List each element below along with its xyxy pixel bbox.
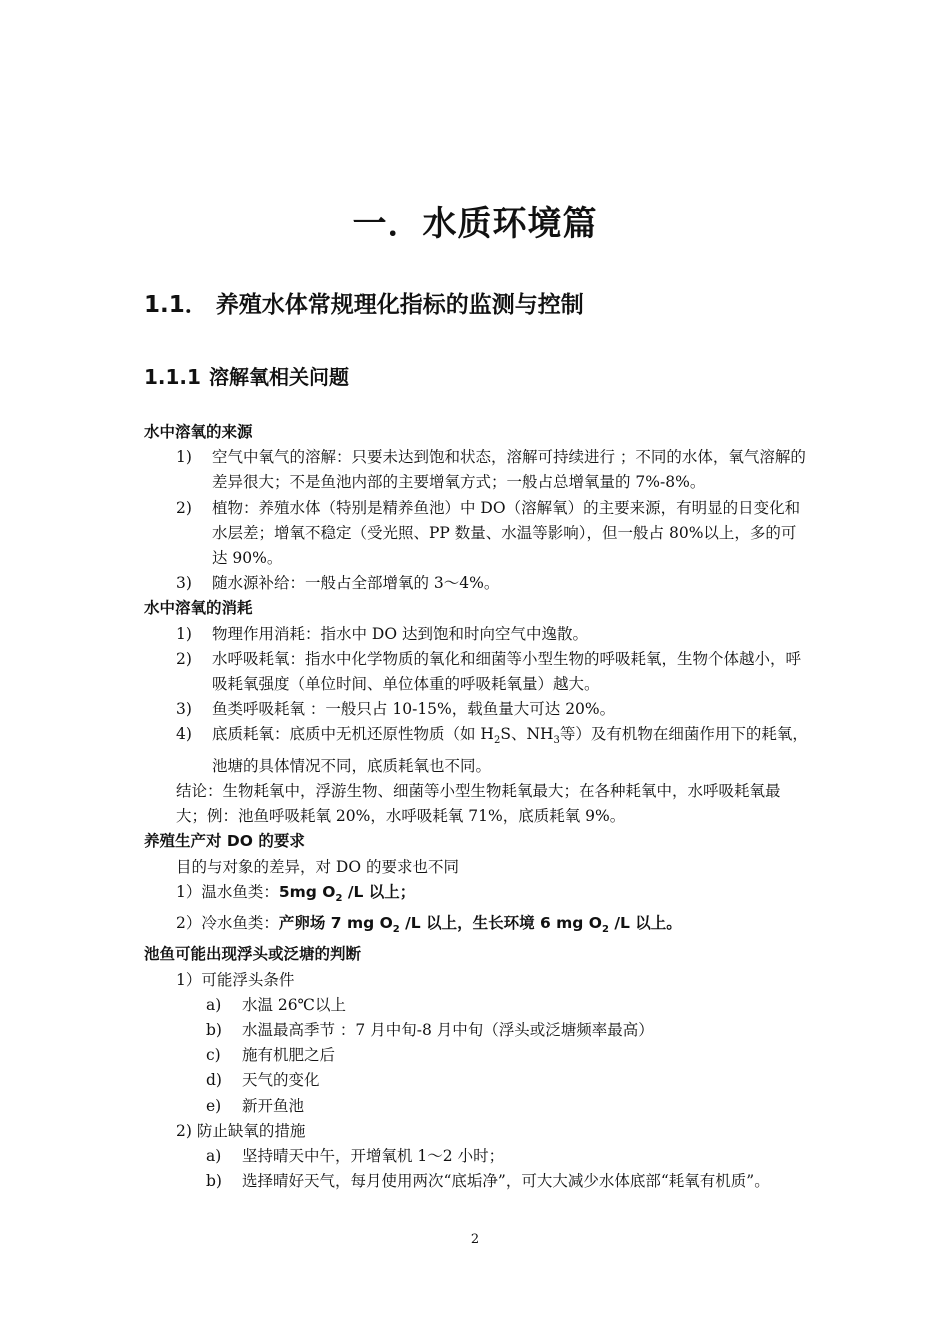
list-item	[144, 1094, 808, 1119]
subsection-number: 1.1.1	[144, 365, 201, 389]
list-text: 随水源补给：一般占全部增氧的 3～4%。	[212, 574, 500, 593]
list-text: 水温最高季节 ：7 月中旬-8 月中旬（浮头或泛塘频率最高）	[242, 1020, 654, 1039]
list-item	[144, 1169, 808, 1194]
sources-heading: 水中溶氧的来源	[144, 423, 253, 441]
list-text: 施有机肥之后	[242, 1046, 336, 1065]
list-marker: 1)	[176, 624, 192, 643]
conditions-heading: 1）可能浮头条件	[176, 970, 295, 989]
list-item	[144, 1043, 808, 1068]
consumption-heading: 水中溶氧的消耗	[144, 599, 253, 618]
list-text: 物理作用消耗：指水中 DO 达到饱和时向空气中逸散。	[212, 624, 588, 643]
document-body	[144, 420, 808, 1194]
list-marker: 2)	[176, 498, 192, 517]
list-marker: b)	[206, 1172, 222, 1191]
list-item	[144, 1018, 808, 1043]
list-text: 选择晴好天气，每月使用两次“底垢净”，可大大减少水体底部“耗氧有机质”。	[242, 1172, 770, 1191]
measures-heading: 2) 防止缺氧的措施	[176, 1121, 306, 1140]
list-text: 新开鱼池	[242, 1096, 305, 1115]
list-marker: 3)	[176, 700, 192, 719]
list-text: 水呼吸耗氧：指水中化学物质的氧化和细菌等小型生物的呼吸耗氧，生物个体越小，呼吸耗氧强度（单位时间、单位体重的呼吸耗氧量）越大。	[212, 649, 802, 694]
list-marker: 3)	[176, 574, 192, 593]
list-text: 坚持晴天中午，开增氧机 1～2 小时；	[242, 1146, 505, 1165]
conclusion-text: 结论：生物耗氧中，浮游生物、细菌等小型生物耗氧最大；在各种耗氧中，水呼吸耗氧最大；例：池鱼呼吸耗氧 20%，水呼吸耗氧 71%，底质耗氧 9%。	[176, 781, 781, 826]
requirements-intro: 目的与对象的差异，对 DO 的要求也不同	[176, 857, 459, 876]
list-item	[144, 697, 808, 722]
list-item	[144, 445, 808, 495]
list-marker: 4)	[176, 725, 192, 744]
list-text: 植物：养殖水体（特别是精养鱼池）中 DO（溶解氧）的主要来源，有明显的日变化和水层差；增氧不稳定（受光照、PP 数量、水温等影响），但一般占 80%以上，多的可达 90%。	[212, 498, 801, 568]
warm-water-fish: 1）温水鱼类：5mg $O_2$ /L 以上；	[176, 882, 416, 904]
list-text: 鱼类呼吸耗氧 ：一般只占 10-15%，载鱼量大可达 20%。	[212, 700, 616, 719]
list-marker: b)	[206, 1020, 222, 1039]
list-item	[144, 496, 808, 572]
list-marker: d)	[206, 1071, 222, 1090]
list-marker: e)	[206, 1096, 222, 1115]
list-item	[144, 571, 808, 596]
list-item	[144, 722, 808, 779]
list-marker: 1)	[176, 448, 192, 467]
list-text: 天气的变化	[242, 1071, 320, 1090]
list-item	[144, 647, 808, 697]
list-item	[144, 993, 808, 1018]
chapter-title: 一．水质环境篇	[352, 204, 598, 244]
requirements-heading: 养殖生产对 DO 的要求	[144, 832, 305, 851]
list-item	[144, 622, 808, 647]
page-number: 2	[470, 1232, 480, 1247]
list-text: 水温 26℃以上	[242, 995, 346, 1014]
list-item	[144, 1068, 808, 1093]
judgement-heading: 池鱼可能出现浮头或泛塘的判断	[144, 945, 362, 964]
subsection-title: 溶解氧相关问题	[208, 365, 349, 389]
list-marker: 2)	[176, 649, 192, 668]
section-heading	[144, 286, 584, 319]
section-number: 1.1．	[144, 292, 208, 318]
list-marker: a)	[206, 995, 222, 1014]
cold-water-fish: 2）冷水鱼类：产卵场 7 mg $O_2$ /L 以上，生长环境 6 mg $O_2$ /L 以上。	[176, 914, 682, 936]
list-text: 底质耗氧：底质中无机还原性物质（如 $H_2S$、$NH_3$等）及有机物在细菌作用下的耗氧，池塘的具体情况不同，底质耗氧也不同。	[212, 725, 808, 775]
section-title: 养殖水体常规理化指标的监测与控制	[215, 292, 584, 318]
list-text: 空气中氧气的溶解：只要未达到饱和状态，溶解可持续进行 ；不同的水体，氧气溶解的差异很大；不是鱼池内部的主要增氧方式；一般占总增氧量的 7%-8%。	[212, 448, 806, 492]
list-item	[144, 1144, 808, 1169]
subsection-heading	[144, 361, 349, 390]
list-marker: a)	[206, 1146, 222, 1165]
list-marker: c)	[206, 1046, 221, 1065]
